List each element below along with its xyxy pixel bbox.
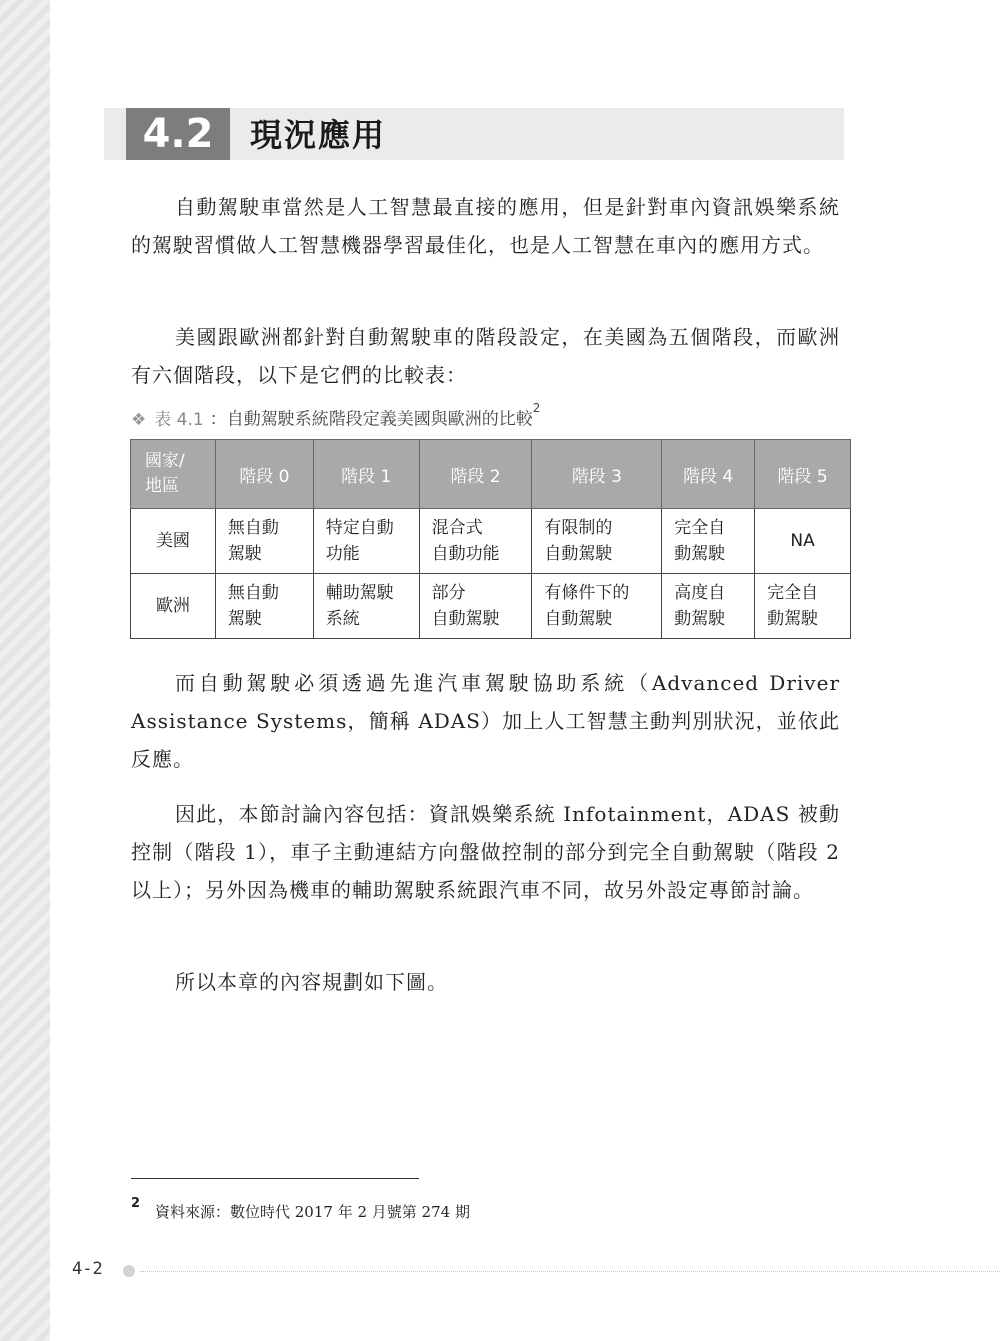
table-cell: 無自動 駕駛 — [215, 574, 313, 639]
section-number: 4.2 — [126, 108, 230, 160]
header-stage-0: 階段 0 — [215, 440, 313, 509]
table-cell: 高度自 動駕駛 — [662, 574, 755, 639]
table-caption-text: ：自動駕駛系統階段定義美國與歐洲的比較 — [209, 409, 533, 430]
table-row — [131, 509, 851, 574]
paragraph-1: 自動駕駛車當然是人工智慧最直接的應用，但是針對車內資訊娛樂系統的駕駛習慣做人工智慧機器學習最佳化，也是人工智慧在車內的應用方式。 — [131, 195, 840, 257]
table-cell: 有限制的 自動駕駛 — [532, 509, 662, 574]
header-stage-3: 階段 3 — [532, 440, 662, 509]
paragraph-4: 因此，本節討論內容包括：資訊娛樂系統 Infotainment，ADAS 被動控制（階段 1），車子主動連結方向盤做控制的部分到完全自動駕駛（階段 2 以上）；另外因為機車的輔助駕駛系統跟汽車不同，故另外設定專節討論。 — [131, 802, 840, 902]
header-stage-4: 階段 4 — [662, 440, 755, 509]
table-cell: 部分 自動駕駛 — [419, 574, 532, 639]
header-stage-1: 階段 1 — [313, 440, 419, 509]
comparison-table — [130, 439, 851, 639]
page-number: 4-2 — [72, 1259, 103, 1279]
table-cell: NA — [755, 509, 851, 574]
table-cell: 完全自 動駕駛 — [662, 509, 755, 574]
paragraph-3: 而自動駕駛必須透過先進汽車駕駛協助系統（Advanced Driver Assistance Systems，簡稱 ADAS）加上人工智慧主動判別狀況，並依此反應。 — [131, 671, 840, 771]
table-cell: 輔助駕駛 系統 — [313, 574, 419, 639]
footnote-ref: 2 — [532, 401, 541, 415]
footnote-divider — [131, 1178, 419, 1179]
header-country: 國家/ 地區 — [131, 440, 216, 509]
section-title: 現況應用 — [250, 116, 387, 154]
paragraph-2: 美國跟歐洲都針對自動駕駛車的階段設定，在美國為五個階段，而歐洲有六個階段，以下是它們的比較表： — [131, 325, 840, 387]
diamond-bullet-icon: ❖ — [131, 409, 147, 430]
page-dotted-rule — [140, 1271, 1000, 1272]
header-stage-2: 階段 2 — [419, 440, 532, 509]
table-cell: 有條件下的 自動駕駛 — [532, 574, 662, 639]
table-caption-label: 表 4.1 — [154, 409, 204, 430]
table-header-row — [131, 440, 851, 509]
row-country: 歐洲 — [131, 574, 216, 639]
footnote-number: 2 — [131, 1196, 141, 1211]
table-cell: 混合式 自動功能 — [419, 509, 532, 574]
page-spine-decoration — [0, 0, 50, 1341]
table-row — [131, 574, 851, 639]
page-dot-icon — [123, 1265, 135, 1277]
table-cell: 特定自動 功能 — [313, 509, 419, 574]
table-caption — [131, 400, 540, 428]
row-country: 美國 — [131, 509, 216, 574]
table-cell: 完全自 動駕駛 — [755, 574, 851, 639]
table-cell: 無自動 駕駛 — [215, 509, 313, 574]
footnote-text: 資料來源：數位時代 2017 年 2 月號第 274 期 — [155, 1203, 470, 1221]
paragraph-5: 所以本章的內容規劃如下圖。 — [175, 970, 448, 994]
header-stage-5: 階段 5 — [755, 440, 851, 509]
